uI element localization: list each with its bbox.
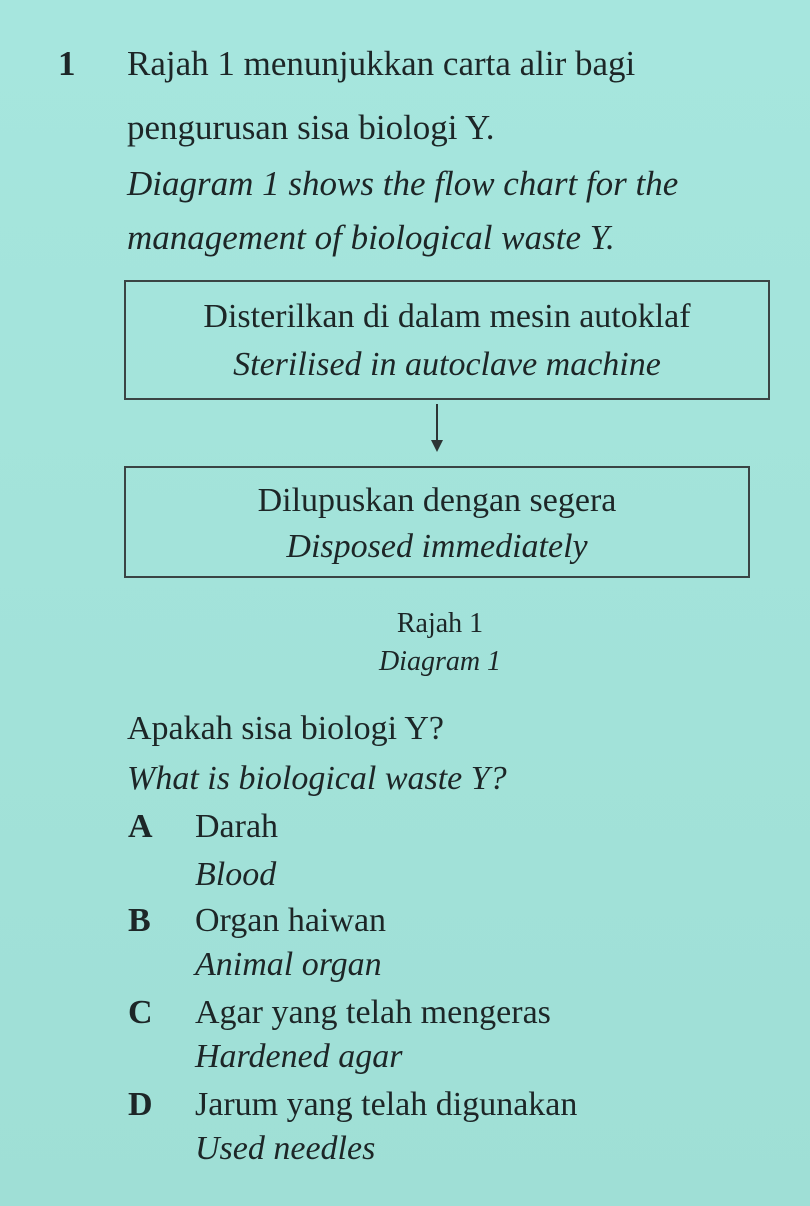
option-malay: Agar yang telah mengeras [195, 994, 551, 1031]
prompt-english: What is biological waste Y? [127, 760, 507, 797]
option-malay: Organ haiwan [195, 902, 387, 939]
stem-english-line-1: Diagram 1 shows the flow chart for the [127, 164, 679, 203]
flow-arrow-head [431, 440, 443, 452]
flowchart-step-dispose [124, 466, 750, 578]
option-letter: C [128, 994, 153, 1031]
stem-english-line-2: management of biological waste Y. [127, 218, 615, 257]
prompt-malay: Apakah sisa biologi Y? [127, 710, 444, 747]
flowchart-step-sterilise [124, 280, 770, 400]
option-malay: Darah [195, 808, 279, 845]
option-english: Animal organ [195, 946, 382, 983]
option-english: Blood [195, 856, 277, 893]
figure-caption-english: Diagram 1 [378, 646, 502, 677]
option-letter: D [128, 1086, 153, 1123]
step2-english: Disposed immediately [286, 528, 588, 565]
option-english: Hardened agar [195, 1038, 403, 1075]
option-letter: A [128, 808, 153, 845]
option-english: Used needles [195, 1130, 376, 1167]
step2-malay: Dilupuskan dengan segera [257, 482, 617, 519]
step1-malay: Disterilkan di dalam mesin autoklaf [203, 298, 691, 335]
flow-arrow [436, 404, 438, 444]
figure-caption-malay: Rajah 1 [396, 608, 484, 639]
option-letter: B [128, 902, 151, 939]
step1-english: Sterilised in autoclave machine [233, 346, 661, 383]
question-number: 1 [58, 44, 76, 83]
option-malay: Jarum yang telah digunakan [195, 1086, 578, 1123]
stem-malay-line-1: Rajah 1 menunjukkan carta alir bagi [127, 44, 636, 83]
stem-malay-line-2: pengurusan sisa biologi Y. [127, 108, 495, 147]
